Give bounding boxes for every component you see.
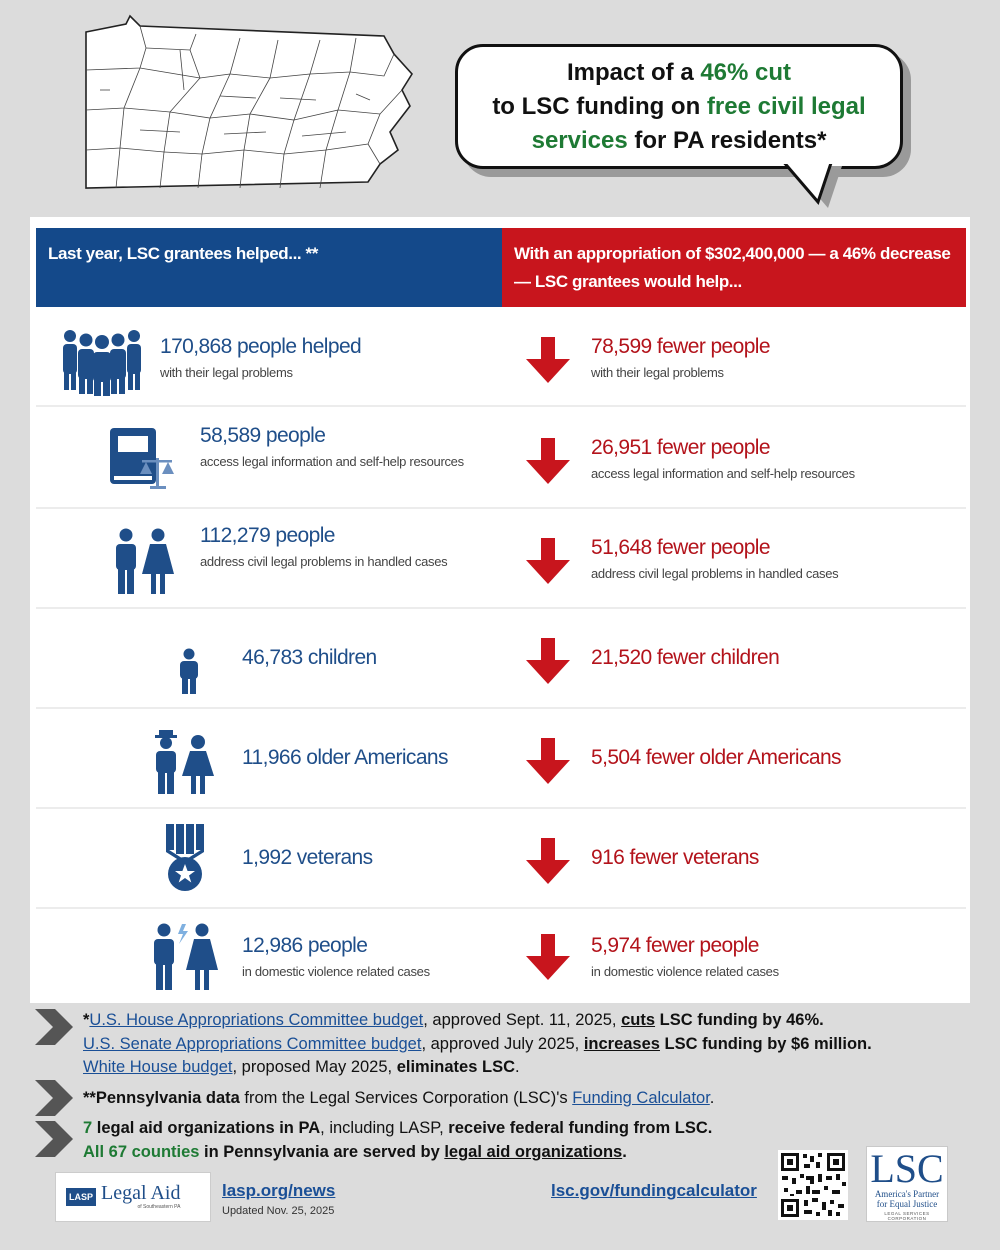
title-line-3: services for PA residents* (531, 126, 827, 154)
left-main-value: 170,868 people helped (160, 335, 362, 358)
left-sub-text: address civil legal problems in handled cases (200, 554, 448, 569)
speech-bubble-tail (774, 160, 864, 208)
domestic-violence-icon (150, 922, 220, 990)
updated-date: Updated Nov. 25, 2025 (222, 1205, 335, 1217)
lsc-funding-calculator-link[interactable]: lsc.gov/fundingcalculator (551, 1181, 757, 1200)
group-of-people-icon (58, 328, 146, 396)
header-last-year: Last year, LSC grantees helped... ** (36, 228, 502, 307)
chevron-right-icon (35, 1080, 73, 1116)
impact-row (36, 410, 966, 509)
right-sub-text: access legal information and self-help resources (591, 466, 855, 481)
footnote-organizations: 7 legal aid organizations in PA, including LASP, receive federal funding from LSC. All 67 counties in Pennsylvania are served by legal aid organizations. (83, 1119, 713, 1161)
down-arrow-icon (526, 934, 570, 980)
impact-row (36, 710, 966, 809)
right-sub-text: address civil legal problems in handled cases (591, 566, 839, 581)
right-main-value: 51,648 fewer people (591, 536, 770, 559)
qr-code[interactable] (778, 1150, 848, 1220)
impact-row (36, 910, 966, 1003)
down-arrow-icon (526, 438, 570, 484)
down-arrow-icon (526, 638, 570, 684)
impact-row (36, 810, 966, 909)
lasp-logo: LASP Legal Aid of Southeastern PA (55, 1172, 211, 1222)
lasp-news-link[interactable]: lasp.org/news (222, 1181, 336, 1200)
chevron-right-icon (35, 1121, 73, 1157)
right-sub-text: with their legal problems (591, 365, 724, 380)
house-budget-link[interactable]: U.S. House Appropriations Committee budget (89, 1011, 424, 1029)
right-main-value: 916 fewer veterans (591, 846, 759, 869)
left-main-value: 58,589 people (200, 424, 326, 447)
left-main-value: 11,966 older Americans (242, 746, 448, 769)
down-arrow-icon (526, 337, 570, 383)
veteran-medal-icon (164, 824, 206, 892)
impact-row (36, 510, 966, 609)
man-woman-icon (110, 528, 176, 594)
legal-aid-orgs-link[interactable]: legal aid organizations (444, 1142, 623, 1161)
right-sub-text: in domestic violence related cases (591, 964, 779, 979)
left-sub-text: with their legal problems (160, 365, 293, 380)
left-sub-text: in domestic violence related cases (242, 964, 430, 979)
title-line-1: Impact of a 46% cut (566, 58, 792, 86)
right-main-value: 78,599 fewer people (591, 335, 770, 358)
right-main-value: 21,520 fewer children (591, 646, 780, 669)
down-arrow-icon (526, 738, 570, 784)
older-couple-icon (150, 730, 216, 794)
title-speech-bubble (455, 44, 903, 169)
lsc-logo: LSC America's Partner for Equal Justice LEGAL SERVICES CORPORATION (866, 1146, 948, 1222)
right-main-value: 5,504 fewer older Americans (591, 746, 841, 769)
impact-row (36, 308, 966, 407)
child-icon (176, 648, 202, 694)
left-main-value: 112,279 people (200, 524, 335, 547)
right-main-value: 5,974 fewer people (591, 934, 759, 957)
left-main-value: 12,986 people (242, 934, 368, 957)
left-sub-text: access legal information and self-help resources (200, 454, 464, 469)
footnote-budgets: *U.S. House Appropriations Committee budget, approved Sept. 11, 2025, cuts LSC funding by 46%. U.S. Senate Appropriations Committee budget, approved July 2025, increases LSC funding by $6 million. White House budget, proposed May 2025, eliminates LSC. (83, 1011, 872, 1076)
down-arrow-icon (526, 838, 570, 884)
down-arrow-icon (526, 538, 570, 584)
left-main-value: 1,992 veterans (242, 846, 373, 869)
pennsylvania-county-map (80, 14, 416, 194)
left-main-value: 46,783 children (242, 646, 377, 669)
white-house-budget-link[interactable]: White House budget (83, 1058, 233, 1076)
impact-row (36, 610, 966, 709)
impact-table-card (30, 217, 970, 1003)
senate-budget-link[interactable]: U.S. Senate Appropriations Committee budget (83, 1034, 422, 1053)
legal-book-scales-icon (108, 424, 178, 494)
title-line-2: to LSC funding on free civil legal (492, 92, 866, 120)
header-with-cut: With an appropriation of $302,400,000 — a 46% decrease — LSC grantees would help... (502, 228, 966, 307)
funding-calculator-link[interactable]: Funding Calculator (572, 1089, 710, 1107)
chevron-right-icon (35, 1009, 73, 1045)
right-main-value: 26,951 fewer people (591, 436, 770, 459)
footnote-data-source: **Pennsylvania data from the Legal Services Corporation (LSC)'s Funding Calculator. (83, 1089, 715, 1107)
